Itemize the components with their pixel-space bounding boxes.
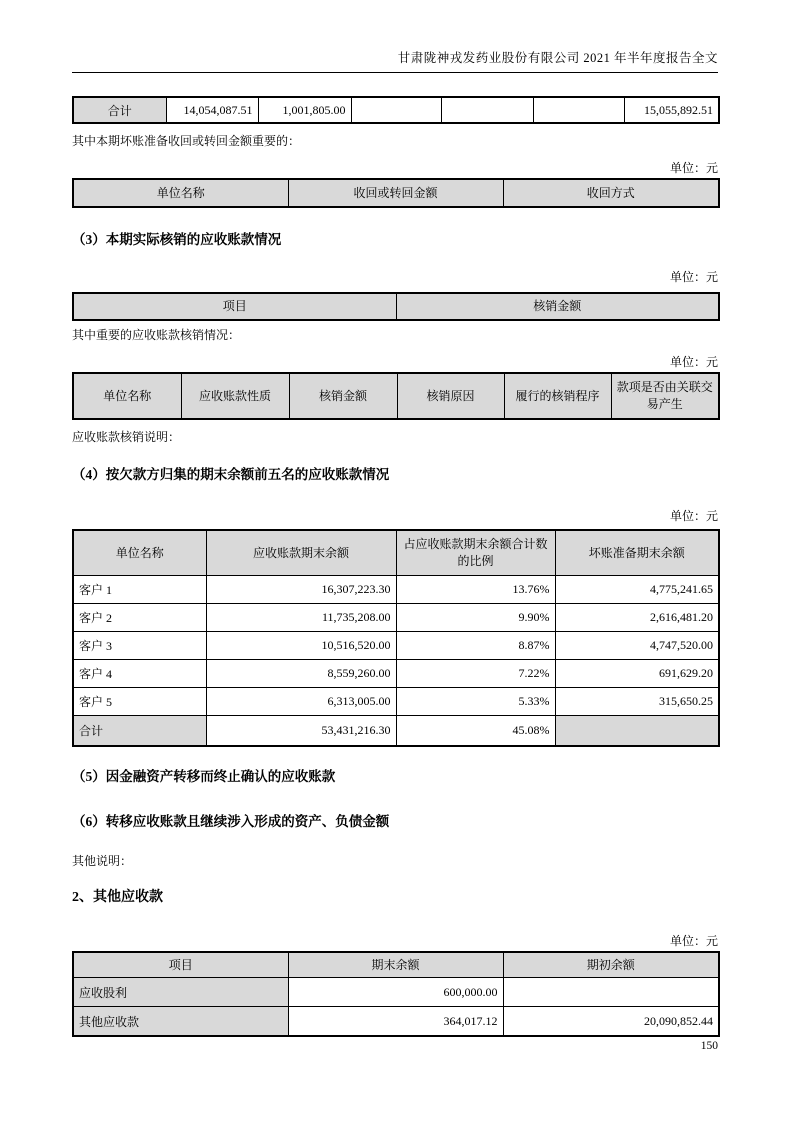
total-percent-cell: 45.08% bbox=[396, 716, 555, 747]
table-row bbox=[73, 978, 719, 1007]
customer-name-cell: 客户 4 bbox=[73, 660, 206, 688]
header-cell: 单位名称 bbox=[73, 530, 206, 576]
note-writeoff-desc: 应收账款核销说明： bbox=[72, 430, 181, 444]
unit-label: 单位：元 bbox=[669, 161, 718, 175]
total-value-cell: 1,001,805.00 bbox=[258, 97, 351, 123]
provision-cell: 691,629.20 bbox=[555, 660, 719, 688]
table-header-row bbox=[73, 530, 719, 576]
total-value-cell: 15,055,892.51 bbox=[624, 97, 719, 123]
balance-cell: 11,735,208.00 bbox=[206, 604, 396, 632]
note-recovery-important: 其中本期坏账准备收回或转回金额重要的： bbox=[72, 134, 301, 148]
writeoff-table bbox=[72, 292, 720, 321]
balance-cell: 6,313,005.00 bbox=[206, 688, 396, 716]
writeoff-detail-table bbox=[72, 372, 720, 420]
empty-cell bbox=[555, 716, 719, 747]
table-row bbox=[73, 604, 719, 632]
header-cell: 应收账款性质 bbox=[181, 373, 289, 419]
balance-cell: 8,559,260.00 bbox=[206, 660, 396, 688]
empty-cell bbox=[533, 97, 624, 123]
customer-name-cell: 客户 5 bbox=[73, 688, 206, 716]
item-label-cell: 应收股利 bbox=[73, 978, 288, 1007]
opening-balance-cell: 20,090,852.44 bbox=[503, 1007, 719, 1037]
header-cell: 期末余额 bbox=[288, 952, 503, 978]
header-cell: 核销金额 bbox=[289, 373, 397, 419]
recovery-table bbox=[72, 178, 720, 208]
table-header-row bbox=[73, 179, 719, 207]
percent-cell: 5.33% bbox=[396, 688, 555, 716]
table-total-row bbox=[73, 716, 719, 747]
empty-cell bbox=[441, 97, 533, 123]
percent-cell: 7.22% bbox=[396, 660, 555, 688]
header-cell: 单位名称 bbox=[73, 179, 288, 207]
header-cell: 核销原因 bbox=[397, 373, 504, 419]
header-cell: 项目 bbox=[73, 952, 288, 978]
provision-cell: 2,616,481.20 bbox=[555, 604, 719, 632]
unit-label: 单位：元 bbox=[669, 934, 718, 948]
section-heading-5: （5）因金融资产转移而终止确认的应收账款 bbox=[72, 769, 336, 784]
percent-cell: 13.76% bbox=[396, 576, 555, 604]
header-cell: 款项是否由关联交易产生 bbox=[611, 373, 719, 419]
header-cell: 核销金额 bbox=[396, 293, 719, 320]
page-content bbox=[72, 0, 718, 1037]
unit-label: 单位：元 bbox=[669, 270, 718, 284]
total-label-cell: 合计 bbox=[73, 716, 206, 747]
provision-cell: 4,775,241.65 bbox=[555, 576, 719, 604]
unit-label: 单位：元 bbox=[669, 355, 718, 369]
header-cell: 收回方式 bbox=[503, 179, 719, 207]
table-row bbox=[73, 1007, 719, 1037]
empty-cell bbox=[351, 97, 441, 123]
percent-cell: 8.87% bbox=[396, 632, 555, 660]
total-label-cell: 合计 bbox=[73, 97, 166, 123]
header-cell: 收回或转回金额 bbox=[288, 179, 503, 207]
table-header-row bbox=[73, 952, 719, 978]
customer-name-cell: 客户 1 bbox=[73, 576, 206, 604]
customer-name-cell: 客户 3 bbox=[73, 632, 206, 660]
header-cell: 履行的核销程序 bbox=[504, 373, 611, 419]
percent-cell: 9.90% bbox=[396, 604, 555, 632]
provision-cell: 4,747,520.00 bbox=[555, 632, 719, 660]
customer-name-cell: 客户 2 bbox=[73, 604, 206, 632]
header-cell: 项目 bbox=[73, 293, 396, 320]
closing-balance-cell: 364,017.12 bbox=[288, 1007, 503, 1037]
table-header-row bbox=[73, 373, 719, 419]
table-header-row bbox=[73, 293, 719, 320]
table-row bbox=[73, 632, 719, 660]
section-heading-6: （6）转移应收账款且继续涉入形成的资产、负债金额 bbox=[72, 814, 390, 829]
balance-cell: 16,307,223.30 bbox=[206, 576, 396, 604]
closing-balance-cell: 600,000.00 bbox=[288, 978, 503, 1007]
header-cell: 期初余额 bbox=[503, 952, 719, 978]
other-receivables-table bbox=[72, 951, 720, 1037]
heading-other-receivables: 2、其他应收款 bbox=[72, 890, 163, 905]
top5-receivables-table bbox=[72, 529, 720, 747]
table-row bbox=[73, 97, 719, 123]
total-value-cell: 14,054,087.51 bbox=[166, 97, 258, 123]
total-balance-cell: 53,431,216.30 bbox=[206, 716, 396, 747]
provision-cell: 315,650.25 bbox=[555, 688, 719, 716]
table-row bbox=[73, 576, 719, 604]
unit-label: 单位：元 bbox=[669, 509, 718, 523]
doc-title: 甘肃陇神戎发药业股份有限公司 2021 年半年度报告全文 bbox=[397, 51, 718, 65]
note-writeoff-important: 其中重要的应收账款核销情况： bbox=[72, 328, 241, 342]
doc-header bbox=[72, 50, 718, 73]
table-row bbox=[73, 660, 719, 688]
section-heading-4: （4）按欠款方归集的期末余额前五名的应收账款情况 bbox=[72, 467, 390, 482]
item-label-cell: 其他应收款 bbox=[73, 1007, 288, 1037]
provision-total-table bbox=[72, 96, 720, 124]
header-cell: 应收账款期末余额 bbox=[206, 530, 396, 576]
section-heading-3: （3）本期实际核销的应收账款情况 bbox=[72, 232, 282, 247]
header-cell: 占应收账款期末余额合计数的比例 bbox=[396, 530, 555, 576]
opening-balance-cell bbox=[503, 978, 719, 1007]
note-other: 其他说明： bbox=[72, 854, 133, 868]
page-number: 150 bbox=[700, 1040, 718, 1052]
header-cell: 单位名称 bbox=[73, 373, 181, 419]
balance-cell: 10,516,520.00 bbox=[206, 632, 396, 660]
header-cell: 坏账准备期末余额 bbox=[555, 530, 719, 576]
table-row bbox=[73, 688, 719, 716]
